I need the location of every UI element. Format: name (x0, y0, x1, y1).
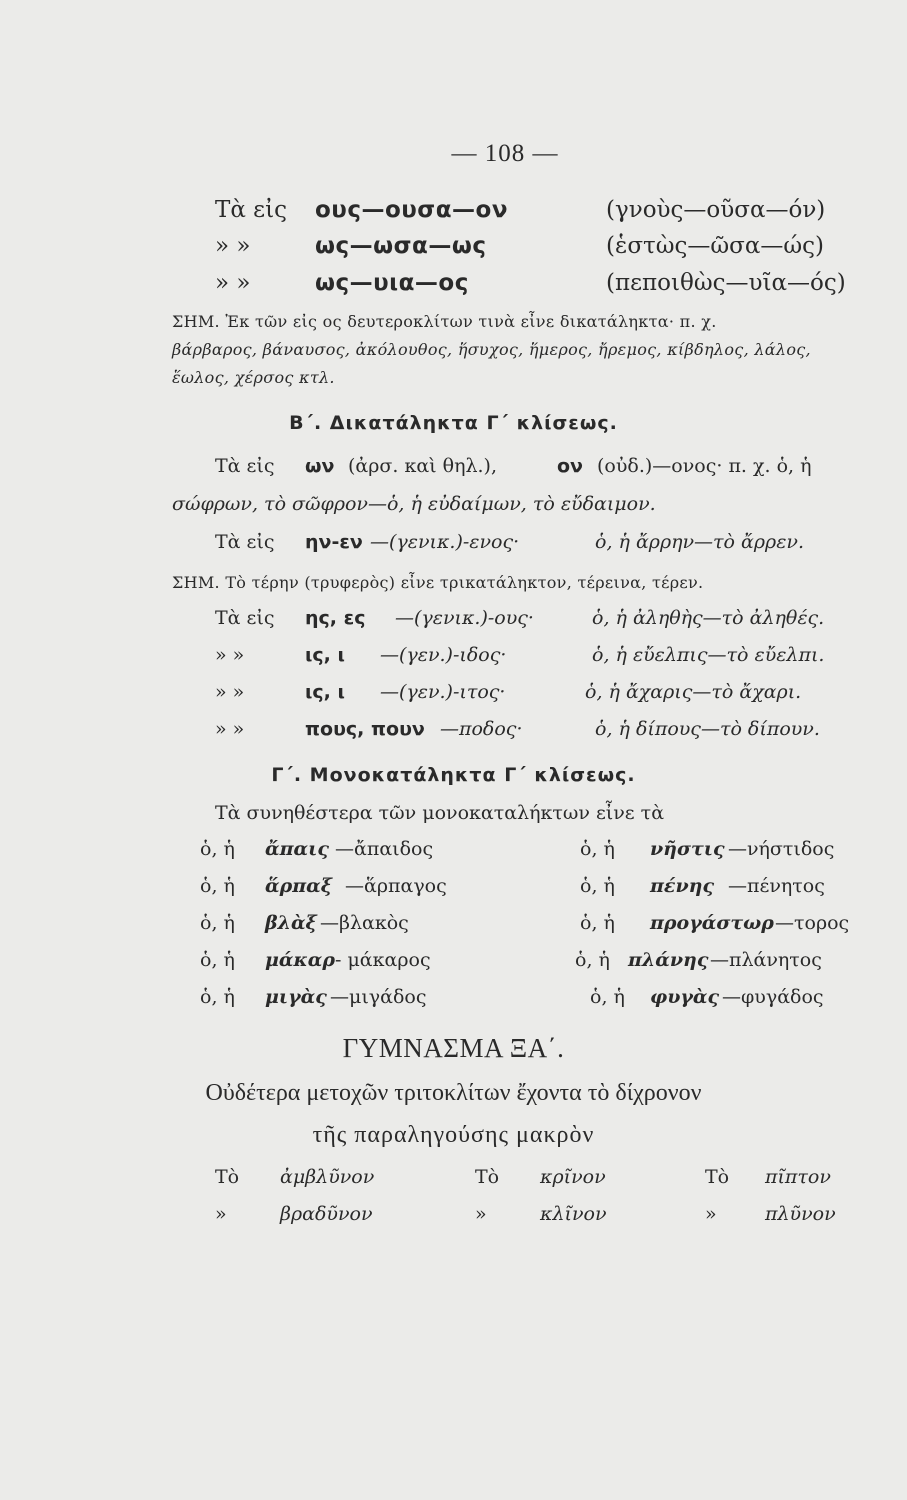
exercise-row-2-col-2-art: » (475, 1203, 487, 1225)
section-b-line-1-rest: (οὐδ.)—ονος· π. χ. ὁ, ἡ (597, 455, 812, 477)
ending-row-3-forms: ως—υια—ος (315, 270, 469, 296)
section-b-title: Β΄. Δικατάληκτα Γ΄ κλίσεως. (289, 412, 618, 434)
ending-row-3-example: (πεποιθὼς—υῖα—ός) (606, 270, 846, 296)
section-b-line-1-ending-masc: ων (305, 455, 335, 477)
section-b-note: ΣΗΜ. Τὸ τέρην (τρυφερὸς) εἶνε τρικατάληκτον, τέρεινα, τέρεν. (172, 573, 704, 592)
ending-row-3-prefix: » » (215, 270, 251, 296)
section-b-row-4-forms: πους, πουν (305, 718, 425, 740)
exercise-row-1-col-2-art: Τὸ (475, 1166, 500, 1188)
section-b-line-3-ending: ην-εν (305, 531, 363, 553)
section-b-line-3-gen: —(γενικ.)-ενος· (370, 531, 520, 553)
exercise-row-1-col-1-art: Τὸ (215, 1166, 240, 1188)
exercise-row-1-col-2-word: κρῖνον (540, 1166, 606, 1188)
section-b-row-4-gen: —ποδος· (440, 718, 523, 740)
section-c-left-3-art: ὁ, ἡ (200, 912, 235, 934)
section-c-left-1-art: ὁ, ἡ (200, 838, 235, 860)
exercise-title: ΓΥΜΝΑΣΜΑ ΞΑ΄. (342, 1033, 565, 1063)
exercise-row-1-col-1-word: ἀμβλῦνον (280, 1166, 375, 1188)
section-c-right-4-art: ὁ, ἡ (575, 949, 610, 971)
section-c-left-1-gen: —ἄπαιδος (335, 838, 434, 860)
exercise-row-2-col-2-word: κλῖνον (540, 1203, 607, 1225)
section-b-line-1-ending-neut: ον (557, 455, 583, 477)
section-c-left-4-art: ὁ, ἡ (200, 949, 235, 971)
section-b-row-4-prefix: » » (215, 718, 245, 740)
section-b-row-3-prefix: » » (215, 681, 245, 703)
section-b-line-2: σώφρων, τὸ σῶφρον—ὁ, ἡ εὐδαίμων, τὸ εὔδαιμον. (172, 493, 656, 515)
section-c-right-4-word: πλάνης (628, 949, 709, 971)
ending-row-1-forms: ους—ουσα—ον (315, 197, 508, 223)
exercise-row-2-col-1-word: βραδῦνον (280, 1203, 373, 1225)
section-c-right-3-art: ὁ, ἡ (580, 912, 615, 934)
exercise-row-1-col-3-word: πῖπτον (765, 1166, 831, 1188)
section-b-line-1-prefix: Τὰ εἰς (215, 455, 275, 477)
section-c-right-4-gen: —πλάνητος (710, 949, 822, 971)
section-c-left-2-art: ὁ, ἡ (200, 875, 235, 897)
section-b-row-2-example: ὁ, ἡ εὔελπις—τὸ εὔελπι. (592, 644, 825, 666)
section-b-row-4-example: ὁ, ἡ δίπους—τὸ δίπουν. (595, 718, 820, 740)
section-c-title: Γ΄. Μονοκατάληκτα Γ΄ κλίσεως. (271, 764, 636, 786)
section-c-right-2-gen: —πένητος (728, 875, 825, 897)
section-b-row-3-gen: —(γεν.)-ιτος· (380, 681, 506, 703)
note-1-line-2: βάρβαρος, βάναυσος, ἀκόλουθος, ἥσυχος, ἥμερος, ἤρεμος, κίβδηλος, λάλος, (172, 340, 811, 359)
section-b-row-2-forms: ις, ι (305, 644, 345, 666)
ending-row-1-example: (γνοὺς—οῦσα—όν) (606, 197, 826, 223)
section-c-right-1-gen: —νήστιδος (728, 838, 835, 860)
section-b-row-3-forms: ις, ι (305, 681, 345, 703)
section-c-right-5-word: φυγὰς (650, 986, 720, 1008)
section-c-left-5-gen: —μιγάδος (330, 986, 427, 1008)
section-b-row-1-gen: —(γενικ.)-ους· (395, 607, 534, 629)
section-b-row-2-gen: —(γεν.)-ιδος· (380, 644, 507, 666)
section-c-right-5-gen: —φυγάδος (722, 986, 824, 1008)
section-b-row-1-example: ὁ, ἡ ἀληθὴς—τὸ ἀληθές. (592, 607, 825, 629)
note-1-line-3: ἕωλος, χέρσος κτλ. (172, 368, 335, 387)
note-1-line-1: ΣΗΜ. Ἐκ τῶν εἰς ος δευτεροκλίτων τινὰ εἶνε δικατάληκτα· π. χ. (172, 312, 717, 331)
section-c-left-3-gen: —βλακὸς (320, 912, 409, 934)
section-c-right-5-art: ὁ, ἡ (590, 986, 625, 1008)
ending-row-2-forms: ως—ωσα—ως (315, 233, 487, 259)
section-c-left-4-gen: - μάκαρος (335, 949, 431, 971)
section-c-intro: Τὰ συνηθέστερα τῶν μονοκαταλήκτων εἶνε τὰ (215, 802, 665, 824)
page-number: — 108 — (451, 140, 559, 167)
section-c-left-2-word: ἅρπαξ (265, 875, 333, 897)
ending-row-2-prefix: » » (215, 233, 251, 259)
section-b-row-3-example: ὁ, ἡ ἄχαρις—τὸ ἄχαρι. (585, 681, 802, 703)
section-c-right-3-gen: —τορος (775, 912, 850, 934)
section-c-left-4-word: μάκαρ (265, 949, 336, 971)
section-c-left-5-art: ὁ, ἡ (200, 986, 235, 1008)
exercise-row-2-col-1-art: » (215, 1203, 227, 1225)
section-c-left-5-word: μιγὰς (265, 986, 327, 1008)
section-c-left-3-word: βλὰξ (265, 912, 317, 934)
ending-row-1-prefix: Τὰ εἰς (215, 197, 287, 223)
exercise-row-2-col-3-art: » (705, 1203, 717, 1225)
exercise-subtitle-2: τῆς παραληγούσης μακρὸν (312, 1122, 595, 1148)
exercise-row-1-col-3-art: Τὸ (705, 1166, 730, 1188)
section-c-right-2-word: πένης (650, 875, 715, 897)
section-b-row-1-prefix: Τὰ εἰς (215, 607, 275, 629)
section-b-line-3-example: ὁ, ἡ ἄρρην—τὸ ἄρρεν. (595, 531, 804, 553)
exercise-row-2-col-3-word: πλῦνον (765, 1203, 836, 1225)
section-c-right-1-word: νῆστις (650, 838, 725, 860)
ending-row-2-example: (ἑστὼς—ῶσα—ώς) (606, 233, 824, 259)
section-b-row-2-prefix: » » (215, 644, 245, 666)
section-b-line-1-gender: (ἀρσ. καὶ θηλ.), (348, 455, 498, 477)
section-c-right-1-art: ὁ, ἡ (580, 838, 615, 860)
section-c-left-2-gen: —ἅρπαγος (345, 875, 447, 897)
section-c-right-2-art: ὁ, ἡ (580, 875, 615, 897)
exercise-subtitle-1: Οὐδέτερα μετοχῶν τριτοκλίτων ἔχοντα τὸ δίχρονον (205, 1080, 702, 1106)
section-b-row-1-forms: ης, ες (305, 607, 366, 629)
section-c-left-1-word: ἄπαις (265, 838, 329, 860)
section-b-line-3-prefix: Τὰ εἰς (215, 531, 275, 553)
section-c-right-3-word: προγάστωρ (650, 912, 774, 934)
